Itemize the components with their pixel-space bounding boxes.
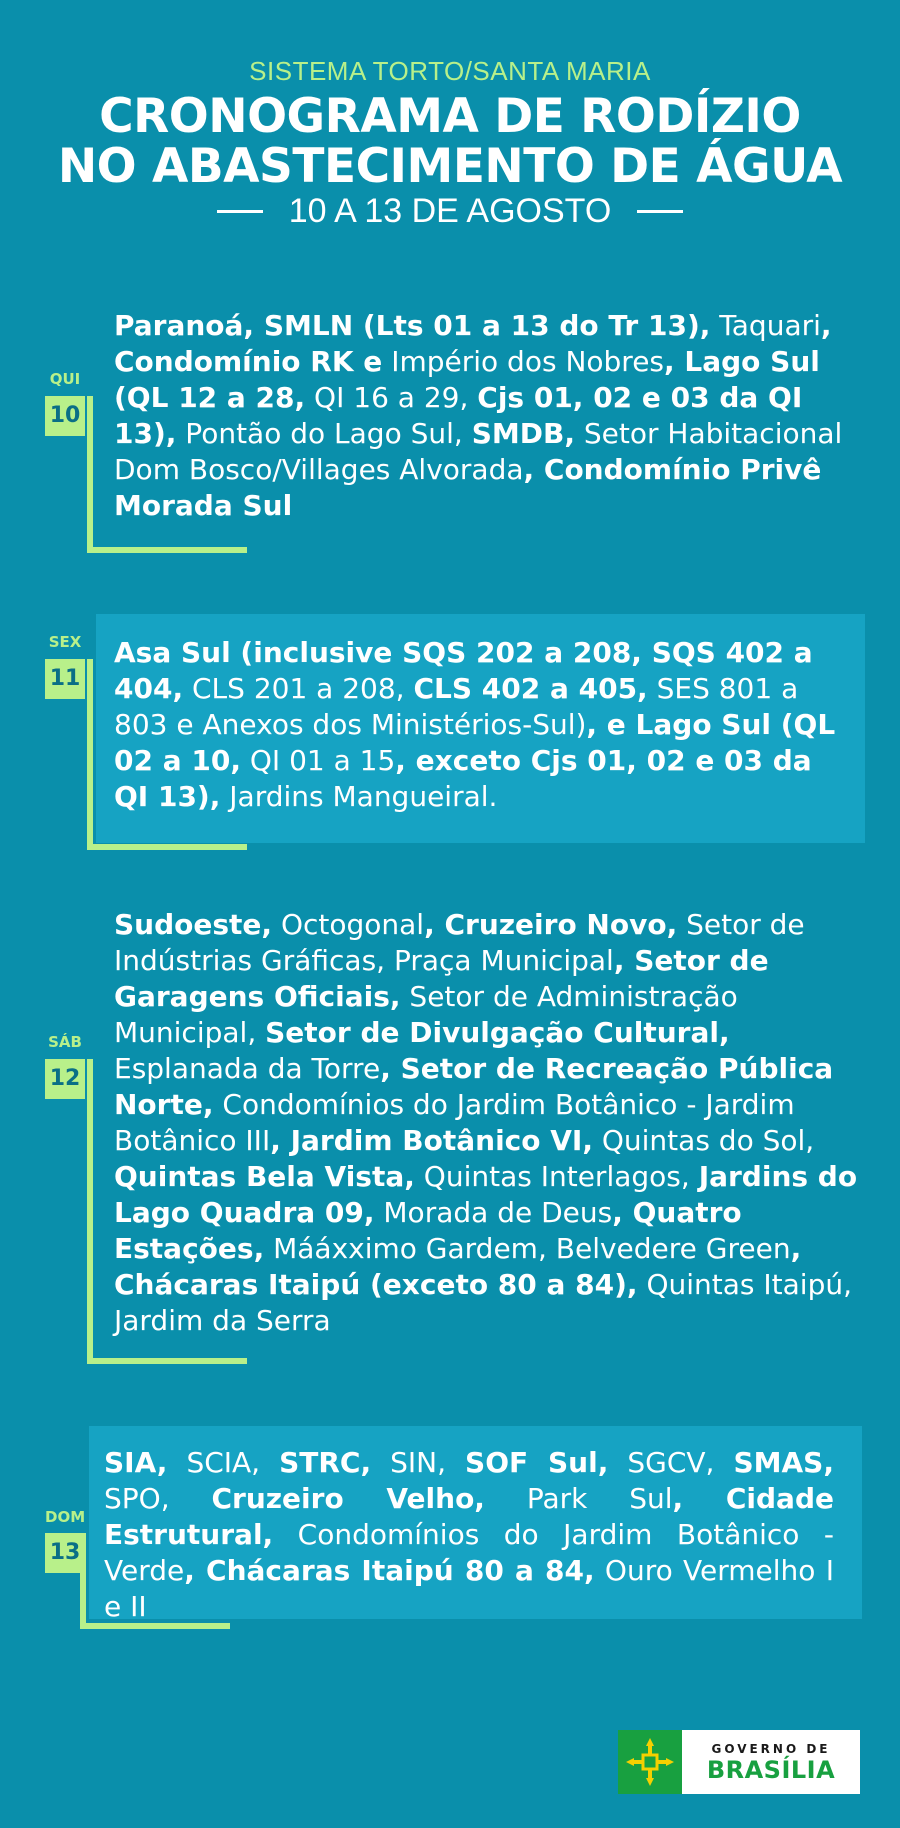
location-text: Jardins Mangueiral. [220, 780, 498, 813]
location-text: Condomínios do Jardim Botânico - Verde [104, 1518, 834, 1587]
day-number: 11 [45, 659, 85, 699]
date-range [0, 192, 900, 231]
day-number: 13 [45, 1533, 85, 1573]
location-text: Setor de Administração Municipal, [114, 980, 738, 1049]
location-text: Setor de Indústrias Gráficas, Praça Municipal [114, 908, 805, 977]
location-text: SIN, [371, 1446, 466, 1479]
location-text: SES 801 a 803 e Anexos dos Ministérios-Sul) [114, 672, 799, 741]
location-text: Ouro Vermelho I e II [104, 1554, 834, 1623]
day-abbr: SÁB [48, 1033, 82, 1051]
location-text: , Quatro Estações, [114, 1196, 742, 1265]
page-title [0, 89, 900, 194]
bracket-horizontal [87, 1358, 247, 1364]
location-text: , Cruzeiro Novo, [424, 908, 678, 941]
bracket-vertical [87, 659, 93, 850]
location-text: Park Sul [484, 1482, 673, 1515]
location-text: Taquari [710, 309, 821, 342]
day-number: 10 [45, 396, 85, 436]
location-text: SIA, [104, 1446, 168, 1479]
location-text: QI 01 a 15 [240, 744, 396, 777]
location-text: Mááxximo Gardem, Belvedere Green [264, 1232, 791, 1265]
entry-text [104, 1445, 834, 1625]
location-text: SPO, [104, 1482, 212, 1515]
location-text: , Condomínio RK e [114, 309, 832, 378]
entry-text [114, 907, 864, 1339]
location-text: Sudoeste, [114, 908, 273, 941]
location-text: SOF Sul, [465, 1446, 609, 1479]
location-text: Asa Sul (inclusive SQS 202 a 208, SQS 402 a 404, [114, 636, 813, 705]
dash-right [637, 210, 683, 213]
location-text: Morada de Deus [374, 1196, 613, 1229]
location-text: CLS 402 a 405, [413, 672, 648, 705]
location-text: , Jardim Botânico VI, [270, 1124, 593, 1157]
supertitle: SISTEMA TORTO/SANTA MARIA [249, 56, 651, 86]
location-text: Condomínios do Jardim Botânico - Jardim Botânico III [114, 1088, 795, 1157]
location-text: , e Lago Sul (QL 02 a 10, [114, 708, 836, 777]
location-text: , Chácaras Itaipú (exceto 80 a 84), [114, 1232, 802, 1301]
location-text: SGCV, [608, 1446, 734, 1479]
location-text: , Lago Sul (QL 12 a 28, [114, 345, 820, 414]
logo-wordmark [682, 1730, 860, 1794]
logo-brasilia-text: BRASÍLIA [706, 1756, 836, 1784]
dash-left [217, 210, 263, 213]
location-text: Paranoá, SMLN (Lts 01 a 13 do Tr 13), [114, 309, 711, 342]
bracket-vertical [80, 1533, 86, 1629]
location-text: Setor de Divulgação Cultural, [265, 1016, 730, 1049]
location-text: , Condomínio Privê Morada Sul [114, 453, 822, 522]
entry-text [114, 635, 844, 815]
location-text: SMAS, [733, 1446, 834, 1479]
date-range-text: 10 A 13 DE AGOSTO [288, 192, 612, 230]
logo-governo-text: GOVERNO DE [711, 1742, 831, 1756]
location-text: Octogonal [272, 908, 425, 941]
location-text: Quintas Itaipú, Jardim da Serra [114, 1268, 853, 1337]
location-text: Cruzeiro Velho, [211, 1482, 485, 1515]
title-line-1: CRONOGRAMA DE RODÍZIO [99, 89, 801, 144]
bracket-horizontal [87, 547, 247, 553]
day-abbr: QUI [49, 370, 81, 388]
location-text: , exceto Cjs 01, 02 e 03 da QI 13), [114, 744, 812, 813]
location-text: Cjs 01, 02 e 03 da QI 13), [114, 381, 803, 450]
entry-text [114, 308, 854, 524]
location-text: STRC, [279, 1446, 372, 1479]
brasilia-flag-icon [618, 1730, 682, 1794]
location-text: Quintas Bela Vista, [114, 1160, 415, 1193]
location-text: Setor Habitacional Dom Bosco/Villages Alvorada [114, 417, 843, 486]
location-text: Quintas Interlagos, [414, 1160, 699, 1193]
location-text: Império dos Nobres [382, 345, 665, 378]
bracket-horizontal [87, 844, 247, 850]
location-text: , Cidade Estrutural, [104, 1482, 834, 1551]
day-abbr: SEX [48, 633, 82, 651]
location-text: QI 16 a 29, [305, 381, 478, 414]
location-text: Pontão do Lago Sul, [176, 417, 472, 450]
location-text: Jardins do Lago Quadra 09, [114, 1160, 858, 1229]
location-text: Esplanada da Torre [114, 1052, 381, 1085]
location-text: SCIA, [167, 1446, 280, 1479]
location-text: CLS 201 a 208, [183, 672, 414, 705]
governo-brasilia-logo [618, 1730, 860, 1794]
day-abbr: DOM [45, 1508, 86, 1526]
location-text: SMDB, [471, 417, 575, 450]
location-text: , Setor de Recreação Pública Norte, [114, 1052, 834, 1121]
location-text: , Chácaras Itaipú 80 a 84, [184, 1554, 595, 1587]
bracket-vertical [87, 396, 93, 553]
location-text: Quintas do Sol, [592, 1124, 815, 1157]
day-number: 12 [45, 1059, 85, 1099]
bracket-vertical [87, 1059, 93, 1364]
title-line-2: NO ABASTECIMENTO DE ÁGUA [57, 139, 843, 194]
location-text: , Setor de Garagens Oficiais, [114, 944, 769, 1013]
